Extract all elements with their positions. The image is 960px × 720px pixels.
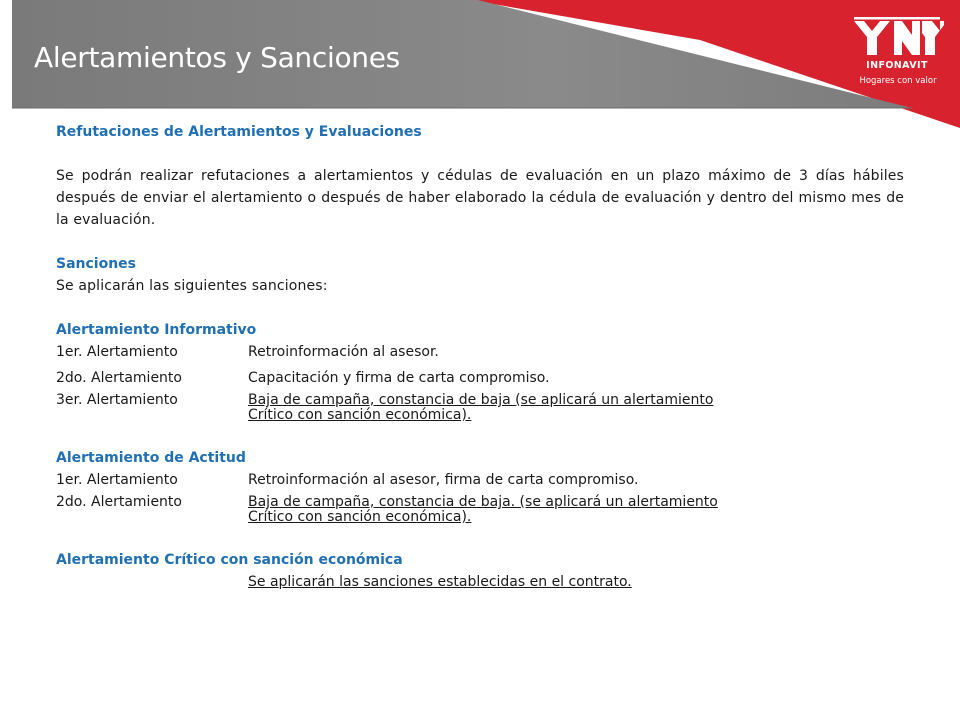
refutaciones-heading: Refutaciones de Alertamientos y Evaluaciones xyxy=(56,124,422,140)
slide-content xyxy=(56,121,904,593)
critico-row xyxy=(56,571,904,593)
refutaciones-body: Se podrán realizar refutaciones a alertamientos y cédulas de evaluación en un plazo máximo de 3 días hábiles después de enviar el alertamiento o después de haber elaborado la cédula de evaluación y dentro del mismo mes de la evaluación. xyxy=(56,168,904,228)
page-title: Alertamientos y Sanciones xyxy=(34,41,400,74)
row-value: Baja de campaña, constancia de baja. (se aplicará un alertamiento Crítico con sanción económica). xyxy=(248,494,718,525)
informativo-row-2 xyxy=(56,367,904,389)
row-value: Baja de campaña, constancia de baja (se aplicará un alertamiento Crítico con sanción económica). xyxy=(248,392,714,423)
actitud-heading: Alertamiento de Actitud xyxy=(56,450,246,466)
row-label: 3er. Alertamiento xyxy=(56,392,178,408)
informativo-row-1 xyxy=(56,341,904,363)
row-label: 2do. Alertamiento xyxy=(56,370,182,386)
row-label: 1er. Alertamiento xyxy=(56,344,178,360)
sanciones-heading: Sanciones xyxy=(56,256,137,272)
critico-value: Se aplicarán las sanciones establecidas en el contrato. xyxy=(248,574,632,590)
row-label: 2do. Alertamiento xyxy=(56,494,182,510)
logo-brand-text: INFONAVIT xyxy=(866,60,928,71)
row-value: Capacitación y firma de carta compromiso. xyxy=(248,370,550,386)
informativo-heading: Alertamiento Informativo xyxy=(56,322,257,338)
actitud-row-1 xyxy=(56,469,904,491)
row-value: Retroinformación al asesor, firma de carta compromiso. xyxy=(248,472,639,488)
informativo-row-3 xyxy=(56,393,904,423)
critico-heading: Alertamiento Crítico con sanción económica xyxy=(56,552,403,568)
actitud-row-2 xyxy=(56,495,904,525)
logo-tagline: Hogares con valor xyxy=(859,76,937,86)
sanciones-intro: Se aplicarán las siguientes sanciones: xyxy=(56,278,328,294)
row-value: Retroinformación al asesor. xyxy=(248,344,439,360)
row-label: 1er. Alertamiento xyxy=(56,472,178,488)
